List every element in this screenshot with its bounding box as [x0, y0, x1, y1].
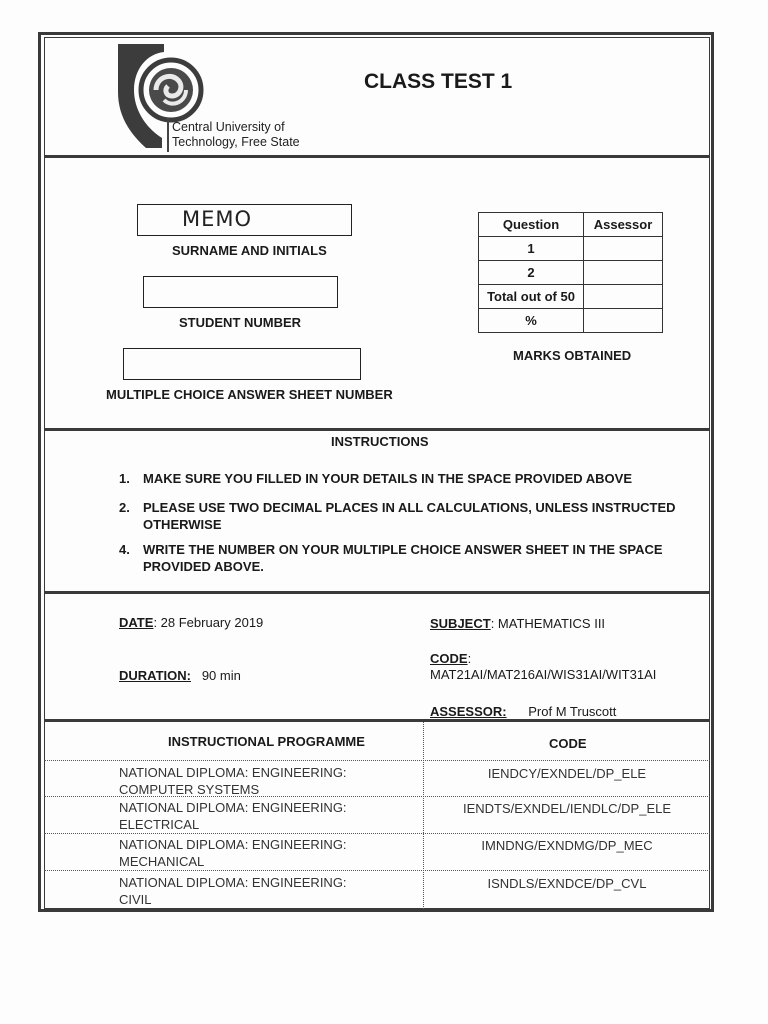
- programme-code-header: CODE: [549, 736, 587, 751]
- instruction-line-1: PLEASE USE TWO DECIMAL PLACES IN ALL CALCULATIONS, UNLESS INSTRUCTED: [143, 500, 676, 515]
- marks-header-assessor: Assessor: [584, 213, 663, 237]
- instruction-item: [119, 499, 699, 533]
- assessor-label: ASSESSOR:: [430, 704, 507, 719]
- surname-field[interactable]: [137, 204, 352, 236]
- divider-info: [44, 719, 710, 722]
- assessor-value: Prof M Truscott: [528, 704, 617, 719]
- marks-header-question: Question: [479, 213, 584, 237]
- programme-name: [119, 764, 347, 798]
- page-title: CLASS TEST 1: [364, 70, 513, 93]
- programme-row: [44, 796, 710, 832]
- code-field: [430, 651, 656, 682]
- instruction-item: [119, 541, 699, 575]
- instruction-line-1: MAKE SURE YOU FILLED IN YOUR DETAILS IN THE SPACE PROVIDED ABOVE: [143, 471, 632, 486]
- divider-details: [44, 428, 710, 431]
- marks-row: [479, 309, 663, 333]
- university-line-2: Technology, Free State: [172, 135, 300, 149]
- mc-sheet-number-label: MULTIPLE CHOICE ANSWER SHEET NUMBER: [106, 387, 393, 402]
- university-line-1: Central University of: [172, 120, 285, 134]
- programme-name-line-2: COMPUTER SYSTEMS: [119, 782, 260, 797]
- duration-label: DURATION:: [119, 668, 191, 683]
- programme-name-line-2: CIVIL: [119, 892, 152, 907]
- assessor-field: [430, 704, 616, 719]
- programme-name-line-2: ELECTRICAL: [119, 817, 200, 832]
- surname-handwritten-value: MEMO: [182, 207, 253, 231]
- date-field: [119, 615, 263, 630]
- programme-code: ISNDLS/EXNDCE/DP_CVL: [487, 876, 647, 891]
- programme-name-line-1: NATIONAL DIPLOMA: ENGINEERING:: [119, 875, 347, 890]
- marks-question-cell: 1: [479, 237, 584, 261]
- instruction-line-1: WRITE THE NUMBER ON YOUR MULTIPLE CHOICE ANSWER SHEET IN THE SPACE: [143, 542, 663, 557]
- date-label: DATE: [119, 615, 154, 630]
- marks-assessor-cell[interactable]: [584, 309, 663, 333]
- marks-assessor-cell[interactable]: [584, 261, 663, 285]
- marks-table: [478, 212, 663, 333]
- marks-question-cell: %: [479, 309, 584, 333]
- duration-value: 90 min: [201, 668, 241, 683]
- surname-label: SURNAME AND INITIALS: [172, 243, 327, 258]
- marks-assessor-cell[interactable]: [584, 237, 663, 261]
- marks-question-cell: Total out of 50: [479, 285, 584, 309]
- subject-value: : MATHEMATICS III: [490, 616, 606, 631]
- programme-name: [119, 799, 347, 833]
- duration-field: [119, 668, 241, 683]
- code-value: MAT21AI/MAT216AI/WIS31AI/WIT31AI: [430, 667, 657, 682]
- instruction-line-2: OTHERWISE: [143, 517, 222, 532]
- mc-sheet-number-field[interactable]: [123, 348, 361, 380]
- instruction-item: [119, 470, 699, 487]
- date-value: : 28 February 2019: [153, 615, 264, 630]
- university-name: [172, 120, 300, 150]
- marks-assessor-cell[interactable]: [584, 285, 663, 309]
- subject-label: SUBJECT: [430, 616, 491, 631]
- programme-row: [44, 833, 710, 869]
- code-label: CODE: [430, 651, 468, 666]
- code-colon: :: [467, 651, 472, 666]
- programme-row: [44, 870, 710, 907]
- programme-code: IENDTS/EXNDEL/IENDLC/DP_ELE: [462, 801, 672, 816]
- student-number-label: STUDENT NUMBER: [179, 315, 302, 330]
- programme-code: IMNDNG/EXNDMG/DP_MEC: [481, 838, 653, 853]
- marks-table-header: [479, 213, 663, 237]
- marks-caption: MARKS OBTAINED: [513, 348, 632, 363]
- programme-name-line-1: NATIONAL DIPLOMA: ENGINEERING:: [119, 765, 347, 780]
- programme-name: [119, 874, 347, 908]
- instruction-number: 4.: [119, 542, 130, 557]
- programme-code: IENDCY/EXNDEL/DP_ELE: [487, 766, 647, 781]
- programme-header: INSTRUCTIONAL PROGRAMME: [168, 734, 365, 749]
- programme-name-line-1: NATIONAL DIPLOMA: ENGINEERING:: [119, 837, 347, 852]
- subject-field: [430, 616, 605, 631]
- instruction-number: 2.: [119, 500, 130, 515]
- programme-row: [44, 760, 710, 797]
- instruction-line-2: PROVIDED ABOVE.: [143, 559, 264, 574]
- marks-row: [479, 261, 663, 285]
- marks-row: [479, 285, 663, 309]
- programme-name-line-1: NATIONAL DIPLOMA: ENGINEERING:: [119, 800, 347, 815]
- instructions-heading: INSTRUCTIONS: [331, 434, 429, 449]
- programme-name-line-2: MECHANICAL: [119, 854, 205, 869]
- marks-question-cell: 2: [479, 261, 584, 285]
- programme-name: [119, 836, 347, 870]
- instruction-number: 1.: [119, 471, 130, 486]
- divider-instructions: [44, 591, 710, 594]
- marks-row: [479, 237, 663, 261]
- logo-separator: [167, 118, 169, 152]
- student-number-field[interactable]: [143, 276, 338, 308]
- divider-header: [44, 155, 710, 158]
